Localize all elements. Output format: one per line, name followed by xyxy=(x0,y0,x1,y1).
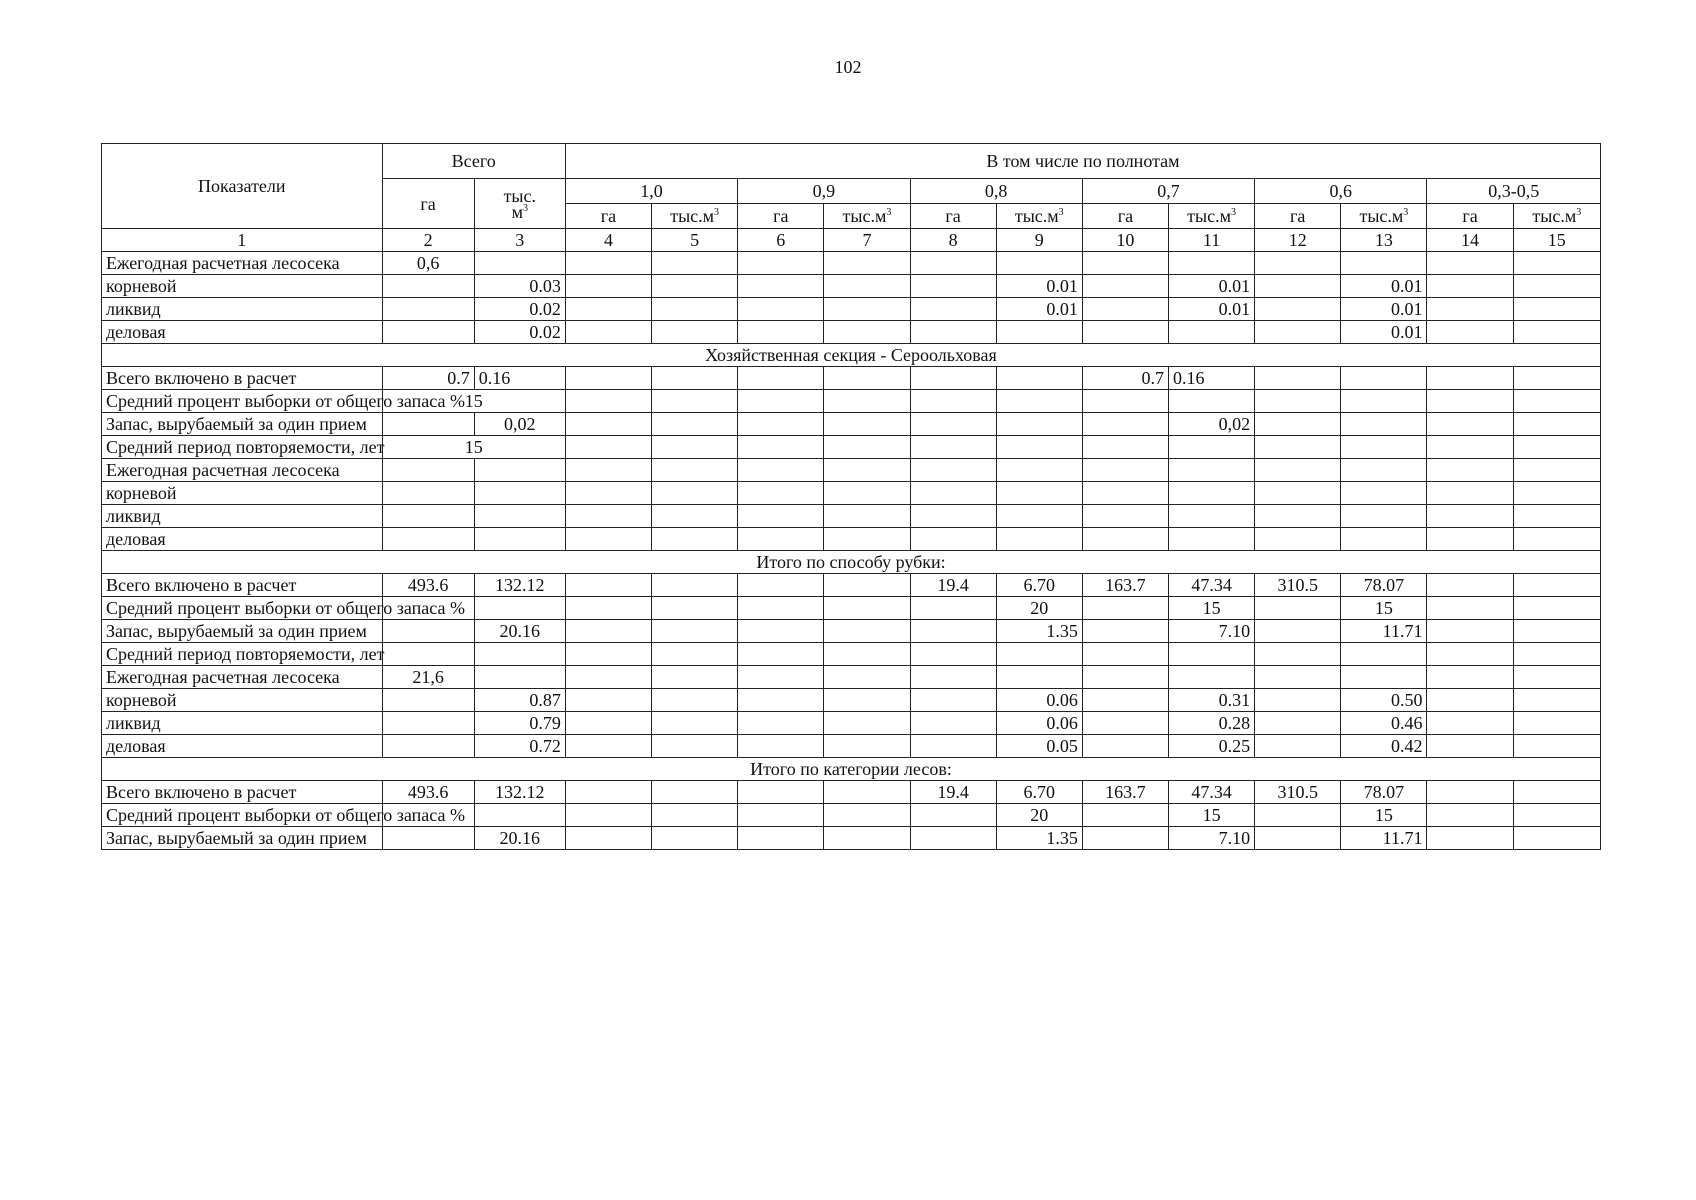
cell-0-6-m3: 0.42 xyxy=(1341,735,1427,758)
column-number: 7 xyxy=(824,229,910,252)
cell-0-6-m3: 0.50 xyxy=(1341,689,1427,712)
column-number: 9 xyxy=(996,229,1082,252)
cell-0-7-m3: 0.28 xyxy=(1168,712,1254,735)
header-indicators: Показатели xyxy=(102,144,383,229)
cell-0-6-m3: 0.46 xyxy=(1341,712,1427,735)
cell-total-m3: 0.72 xyxy=(474,735,565,758)
header-unit-m3: $тыс.м^3$ xyxy=(652,204,738,229)
table-row xyxy=(102,275,1601,298)
column-number: 14 xyxy=(1427,229,1513,252)
header-density-1-0: 1,0 xyxy=(565,179,737,204)
cell-0-7-m3: 15 xyxy=(1168,597,1254,620)
cell-0-7-m3: 47.34 xyxy=(1168,781,1254,804)
cell-0-6-m3: 11.71 xyxy=(1341,620,1427,643)
header-density-0-9: 0,9 xyxy=(738,179,910,204)
row-label: Всего включено в расчет xyxy=(102,781,383,804)
header-unit-ha: га xyxy=(1082,204,1168,229)
column-number: 2 xyxy=(382,229,474,252)
cell-0-6-m3: 78.07 xyxy=(1341,781,1427,804)
header-total-ha: га xyxy=(382,179,474,229)
cell-0-8-m3: 6.70 xyxy=(996,574,1082,597)
cell-total-ha: 0.7 xyxy=(382,367,474,390)
row-label: Запас, вырубаемый за один прием xyxy=(102,620,383,643)
cell-0-8-m3: 0.05 xyxy=(996,735,1082,758)
cell-0-8-ha: 19.4 xyxy=(910,574,996,597)
cell-total-m3: 0.16 xyxy=(474,367,565,390)
header-density-0-6: 0,6 xyxy=(1255,179,1427,204)
header-total: Всего xyxy=(382,144,565,179)
header-density-0-7: 0,7 xyxy=(1082,179,1254,204)
cell-total: 15 xyxy=(382,436,565,459)
cell-0-8-m3: 20 xyxy=(996,597,1082,620)
table-row xyxy=(102,666,1601,689)
cell-0-7-ha: 163.7 xyxy=(1082,574,1168,597)
column-number: 8 xyxy=(910,229,996,252)
table-row xyxy=(102,712,1601,735)
table-row xyxy=(102,827,1601,850)
column-number: 13 xyxy=(1341,229,1427,252)
header-unit-m3: $тыс.м^3$ xyxy=(996,204,1082,229)
table-row xyxy=(102,574,1601,597)
cell-0-8-m3: 1.35 xyxy=(996,827,1082,850)
cell-0-8-m3: 0.06 xyxy=(996,712,1082,735)
cell-0-6-m3: 11.71 xyxy=(1341,827,1427,850)
row-label: ликвид xyxy=(102,712,383,735)
row-label: Средний процент выборки от общего запаса % xyxy=(102,804,383,827)
column-number: 15 xyxy=(1513,229,1600,252)
cell-0-7-m3: 0.25 xyxy=(1168,735,1254,758)
cell-0-6-ha: 310.5 xyxy=(1255,574,1341,597)
cell-0-6-m3: 0.01 xyxy=(1341,321,1427,344)
row-label: Средний период повторяемости, лет xyxy=(102,436,383,459)
cell-total-m3: 0.79 xyxy=(474,712,565,735)
table-row xyxy=(102,505,1601,528)
cell-0-7-ha: 163.7 xyxy=(1082,781,1168,804)
cell-total: 15 xyxy=(382,390,565,413)
row-label: Запас, вырубаемый за один прием xyxy=(102,827,383,850)
column-number: 5 xyxy=(652,229,738,252)
column-number: 12 xyxy=(1255,229,1341,252)
column-number: 1 xyxy=(102,229,383,252)
table-row xyxy=(102,482,1601,505)
header-unit-m3: $тыс.м^3$ xyxy=(1168,204,1254,229)
cell-0-6-m3: 0.01 xyxy=(1341,275,1427,298)
header-unit-m3: $тыс.м^3$ xyxy=(1341,204,1427,229)
cell-0-7-m3: 7.10 xyxy=(1168,620,1254,643)
cell-0-8-m3: 0.01 xyxy=(996,298,1082,321)
section-row xyxy=(102,551,1601,574)
row-label: деловая xyxy=(102,528,383,551)
table-row xyxy=(102,367,1601,390)
header-unit-m3: $тыс.м^3$ xyxy=(824,204,910,229)
cell-total-m3: 20.16 xyxy=(474,827,565,850)
cell-total-ha: 493.6 xyxy=(382,574,474,597)
column-number: 10 xyxy=(1082,229,1168,252)
cell-total-m3: 0.02 xyxy=(474,298,565,321)
row-label: Запас, вырубаемый за один прием xyxy=(102,413,383,436)
header-unit-m3: $тыс.м^3$ xyxy=(1513,204,1600,229)
table-row xyxy=(102,298,1601,321)
table-row xyxy=(102,413,1601,436)
column-number: 6 xyxy=(738,229,824,252)
row-label: Средний период повторяемости, лет xyxy=(102,643,383,666)
cell-0-7-m3: 47.34 xyxy=(1168,574,1254,597)
table-row xyxy=(102,321,1601,344)
table-row xyxy=(102,597,1601,620)
cell-total-m3: 132.12 xyxy=(474,781,565,804)
cell-0-6-m3: 78.07 xyxy=(1341,574,1427,597)
forest-calculation-table xyxy=(101,143,1601,850)
cell-0-7-m3: 0.01 xyxy=(1168,275,1254,298)
column-number: 4 xyxy=(565,229,651,252)
table-row xyxy=(102,689,1601,712)
table-row xyxy=(102,436,1601,459)
section-row xyxy=(102,344,1601,367)
table-row xyxy=(102,459,1601,482)
row-label: корневой xyxy=(102,275,383,298)
cell-0-7-m3: 0.01 xyxy=(1168,298,1254,321)
cell-0-6-m3: 0.01 xyxy=(1341,298,1427,321)
cell-0-8-m3: 0.01 xyxy=(996,275,1082,298)
row-label: деловая xyxy=(102,321,383,344)
cell-0-7-m3: 0,02 xyxy=(1168,413,1254,436)
cell-total-ha: 21,6 xyxy=(382,666,474,689)
cell-0-8-m3: 0.06 xyxy=(996,689,1082,712)
cell-total-m3: 20.16 xyxy=(474,620,565,643)
table-row xyxy=(102,781,1601,804)
section-title: Итого по способу рубки: xyxy=(102,551,1601,574)
header-unit-ha: га xyxy=(1255,204,1341,229)
cell-total-m3: 0.03 xyxy=(474,275,565,298)
cell-total-ha: 493.6 xyxy=(382,781,474,804)
table-row xyxy=(102,735,1601,758)
header-unit-ha: га xyxy=(738,204,824,229)
column-number: 3 xyxy=(474,229,565,252)
row-label: ликвид xyxy=(102,505,383,528)
header-unit-ha: га xyxy=(565,204,651,229)
header-row-1 xyxy=(102,144,1601,179)
header-density-0-3-0-5: 0,3-0,5 xyxy=(1427,179,1601,204)
cell-0-7-ha: 0.7 xyxy=(1082,367,1168,390)
cell-total-m3: 132.12 xyxy=(474,574,565,597)
header-unit-ha: га xyxy=(1427,204,1513,229)
header-total-thousand-m3: тыс. $м^3$ xyxy=(474,179,565,229)
cell-0-7-m3: 0.31 xyxy=(1168,689,1254,712)
section-title: Хозяйственная секция - Сероольховая xyxy=(102,344,1601,367)
cell-total-m3: 0.87 xyxy=(474,689,565,712)
cell-0-8-m3: 6.70 xyxy=(996,781,1082,804)
cell-0-8-m3: 1.35 xyxy=(996,620,1082,643)
cell-0-8-ha: 19.4 xyxy=(910,781,996,804)
row-label: Ежегодная расчетная лесосека xyxy=(102,666,383,689)
row-label: деловая xyxy=(102,735,383,758)
section-row xyxy=(102,758,1601,781)
row-label: корневой xyxy=(102,482,383,505)
row-label: ликвид xyxy=(102,298,383,321)
cell-total-m3: 0.02 xyxy=(474,321,565,344)
table-row xyxy=(102,643,1601,666)
row-label: Всего включено в расчет xyxy=(102,574,383,597)
row-label: Средний процент выборки от общего запаса % xyxy=(102,390,383,413)
cell-total-m3: 0,02 xyxy=(474,413,565,436)
cell-total-ha: 0,6 xyxy=(382,252,474,275)
table-row xyxy=(102,390,1601,413)
table-row xyxy=(102,620,1601,643)
row-label: корневой xyxy=(102,689,383,712)
cell-0-7-m3: 0.16 xyxy=(1168,367,1254,390)
cell-0-6-m3: 15 xyxy=(1341,597,1427,620)
table-row xyxy=(102,252,1601,275)
header-unit-ha: га xyxy=(910,204,996,229)
row-label: Ежегодная расчетная лесосека xyxy=(102,252,383,275)
row-label: Ежегодная расчетная лесосека xyxy=(102,459,383,482)
cell-0-7-m3: 7.10 xyxy=(1168,827,1254,850)
page-number: 102 xyxy=(834,57,862,77)
cell-0-7-m3: 15 xyxy=(1168,804,1254,827)
header-including-by-density: В том числе по полнотам xyxy=(565,144,1600,179)
table-row xyxy=(102,528,1601,551)
cell-0-6-ha: 310.5 xyxy=(1255,781,1341,804)
table-row xyxy=(102,804,1601,827)
cell-0-6-m3: 15 xyxy=(1341,804,1427,827)
section-title: Итого по категории лесов: xyxy=(102,758,1601,781)
column-number-row xyxy=(102,229,1601,252)
cell-0-8-m3: 20 xyxy=(996,804,1082,827)
row-label: Средний процент выборки от общего запаса % xyxy=(102,597,383,620)
column-number: 11 xyxy=(1168,229,1254,252)
header-density-0-8: 0,8 xyxy=(910,179,1082,204)
row-label: Всего включено в расчет xyxy=(102,367,383,390)
